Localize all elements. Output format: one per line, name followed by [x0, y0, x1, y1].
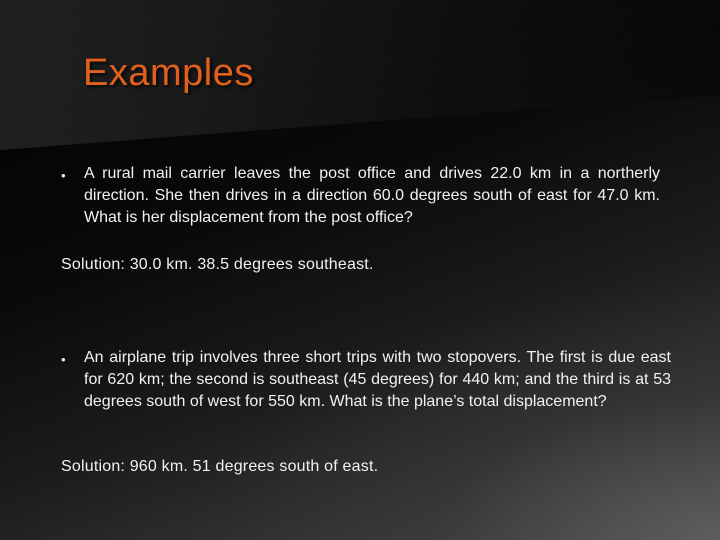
solution-1: Solution: 30.0 km. 38.5 degrees southeast. [61, 256, 374, 273]
bullet-1: • [61, 168, 66, 183]
bullet-2: • [61, 352, 66, 367]
problem-1-text: A rural mail carrier leaves the post office and drives 22.0 km in a northerly direction. She then drives in a direction 60.0 degrees south of east for 47.0 km. What is her displacement from the post office? [84, 165, 660, 226]
slide-title: Examples [83, 52, 254, 94]
problem-2-text: An airplane trip involves three short trips with two stopovers. The first is due east for 620 km; the second is southeast (45 degrees) for 440 km; and the third is at 53 degrees south of west for 550 km. What is the plane’s total displacement? [84, 349, 671, 410]
solution-2: Solution: 960 km. 51 degrees south of east. [61, 458, 379, 475]
